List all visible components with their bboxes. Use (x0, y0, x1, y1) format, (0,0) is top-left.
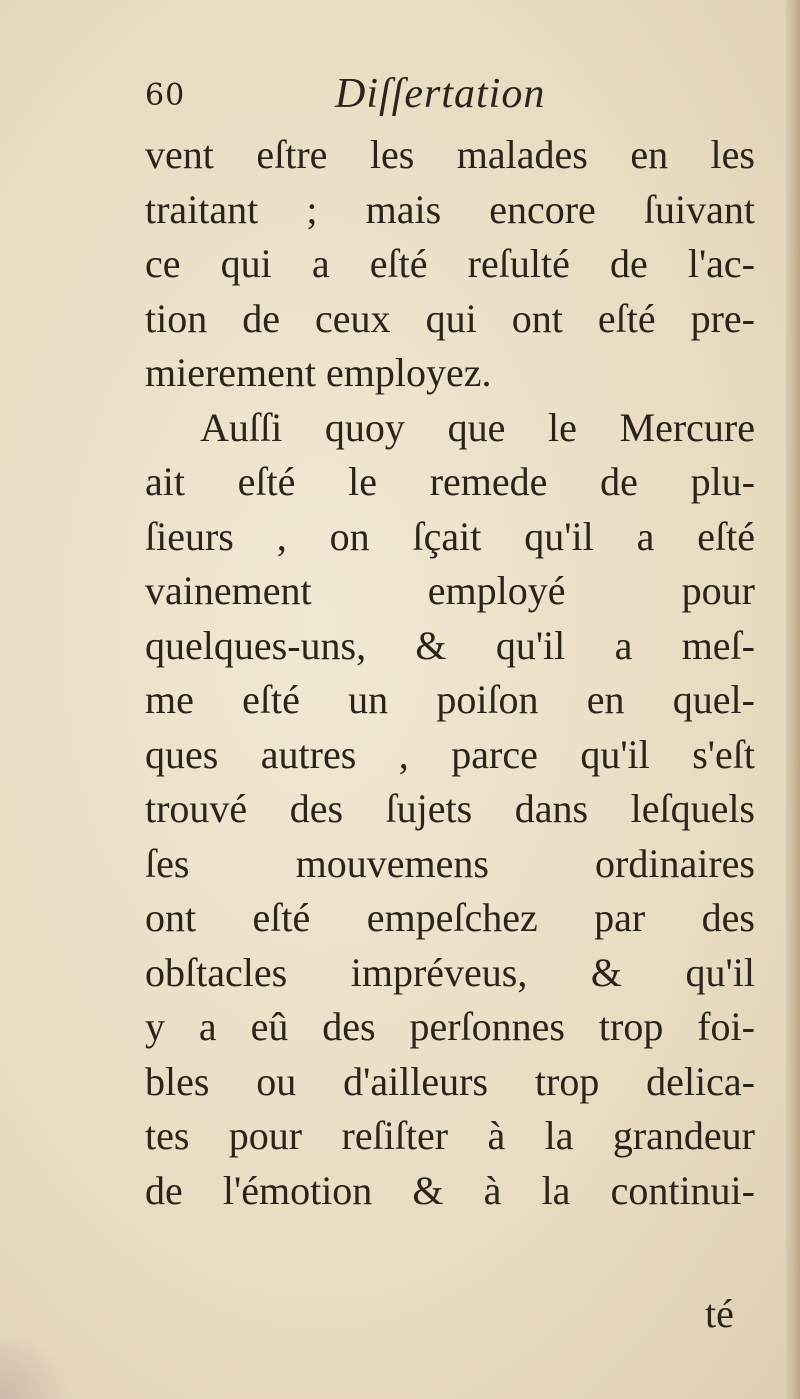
text-line: y a eû des perſonnes trop foi- (145, 1004, 755, 1049)
text-line: vent eſtre les malades en les (145, 132, 755, 177)
text-line: traitant ; mais encore ſuivant (145, 186, 755, 232)
page-number: 60 (145, 78, 186, 113)
text-line: ſes mouvemens ordinaires (145, 840, 755, 886)
text-line: ques autres , parce qu'il s'eſt (145, 731, 755, 777)
text-line: me eſté un poiſon en quel- (145, 677, 755, 722)
text-line: obſtacles impréveus, & qu'il (145, 949, 755, 995)
text-line: ce qui a eſté reſulté de l'ac- (145, 241, 755, 286)
text-line: bles ou d'ailleurs trop delica- (145, 1058, 755, 1104)
text-line: mierement employez. (145, 350, 492, 395)
text-line: de l'émotion & à la continui- (145, 1167, 755, 1213)
text-line: ſieurs , on ſçait qu'il a eſté (145, 513, 755, 559)
corner-shadow (0, 1339, 70, 1399)
text-line: tion de ceux qui ont eſté pre- (145, 295, 755, 341)
text-line: Auſſi quoy que le Mercure (200, 404, 755, 450)
running-title: Diſſertation (335, 71, 546, 117)
text-line: ont eſté empeſchez par des (145, 895, 755, 940)
page-header (145, 68, 745, 128)
page-edge (786, 0, 800, 1399)
text-line: tes pour reſiſter à la grandeur (145, 1113, 755, 1158)
text-line: vainement employé pour (145, 568, 755, 613)
text-line: quelques-uns, & qu'il a meſ- (145, 622, 755, 668)
body-text (145, 128, 755, 1218)
text-line: ait eſté le remede de plu- (145, 459, 755, 504)
catchword: té (705, 1291, 734, 1336)
text-line: trouvé des ſujets dans leſquels (145, 786, 755, 831)
